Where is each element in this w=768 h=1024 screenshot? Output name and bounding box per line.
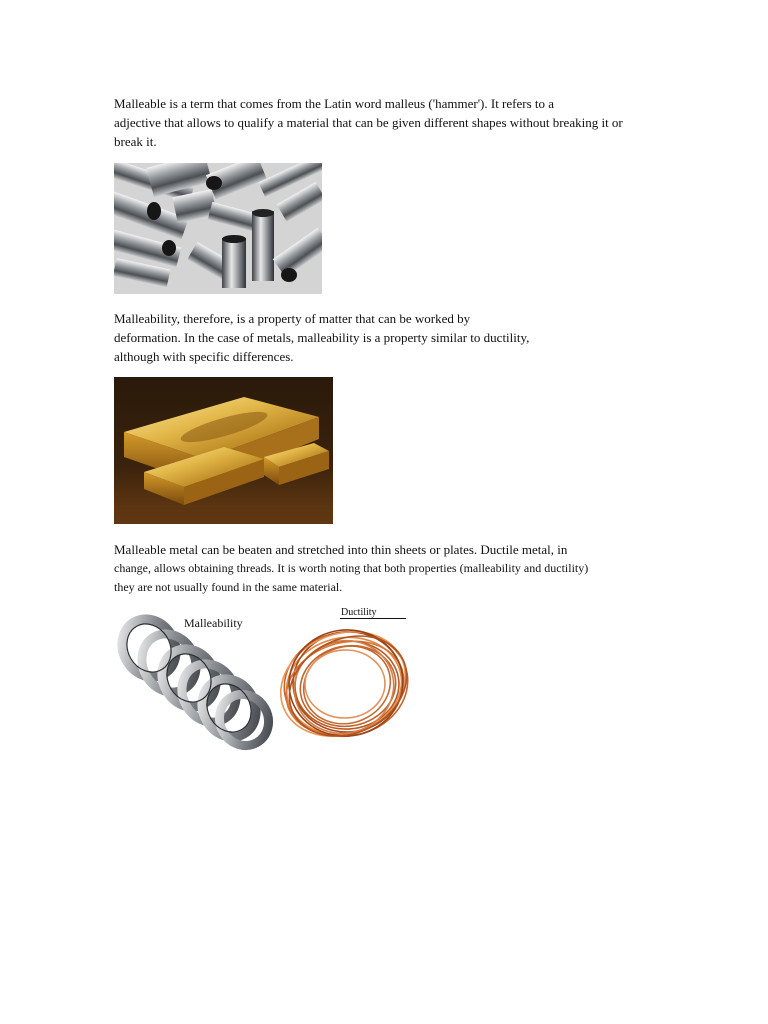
- text-line: Malleable metal can be beaten and stretched into thin sheets or plates. Ductile metal, in: [114, 542, 568, 557]
- metal-tubes-icon: [114, 163, 322, 294]
- gold-bars-icon: [114, 377, 333, 524]
- text-line: break it.: [114, 134, 157, 149]
- metal-tubes-image: [114, 163, 322, 294]
- text-line: Malleable is a term that comes from the Latin word malleus ('hammer'). It refers to a: [114, 96, 555, 111]
- text-line: change, allows obtaining threads. It is worth noting that both properties (malleability and ductility): [114, 561, 589, 575]
- copper-wire-coil-icon: [278, 606, 414, 756]
- caption-ductility: Ductility: [340, 607, 406, 619]
- text-line: deformation. In the case of metals, malleability is a property similar to ductility,: [114, 330, 530, 345]
- copper-wire-coil-image: [278, 606, 414, 756]
- paragraph-malleability-property: [114, 309, 529, 366]
- caption-malleability: Malleability: [184, 616, 243, 630]
- paragraph-malleable-vs-ductile: [114, 540, 588, 597]
- text-line: Malleability, therefore, is a property of matter that can be worked by: [114, 311, 471, 326]
- text-line: although with specific differences.: [114, 349, 294, 364]
- text-line: adjective that allows to qualify a material that can be given different shapes without breaking it or: [114, 115, 623, 130]
- text-line: they are not usually found in the same material.: [114, 580, 343, 594]
- gold-bars-image: [114, 377, 333, 524]
- paragraph-malleable-definition: [114, 94, 623, 151]
